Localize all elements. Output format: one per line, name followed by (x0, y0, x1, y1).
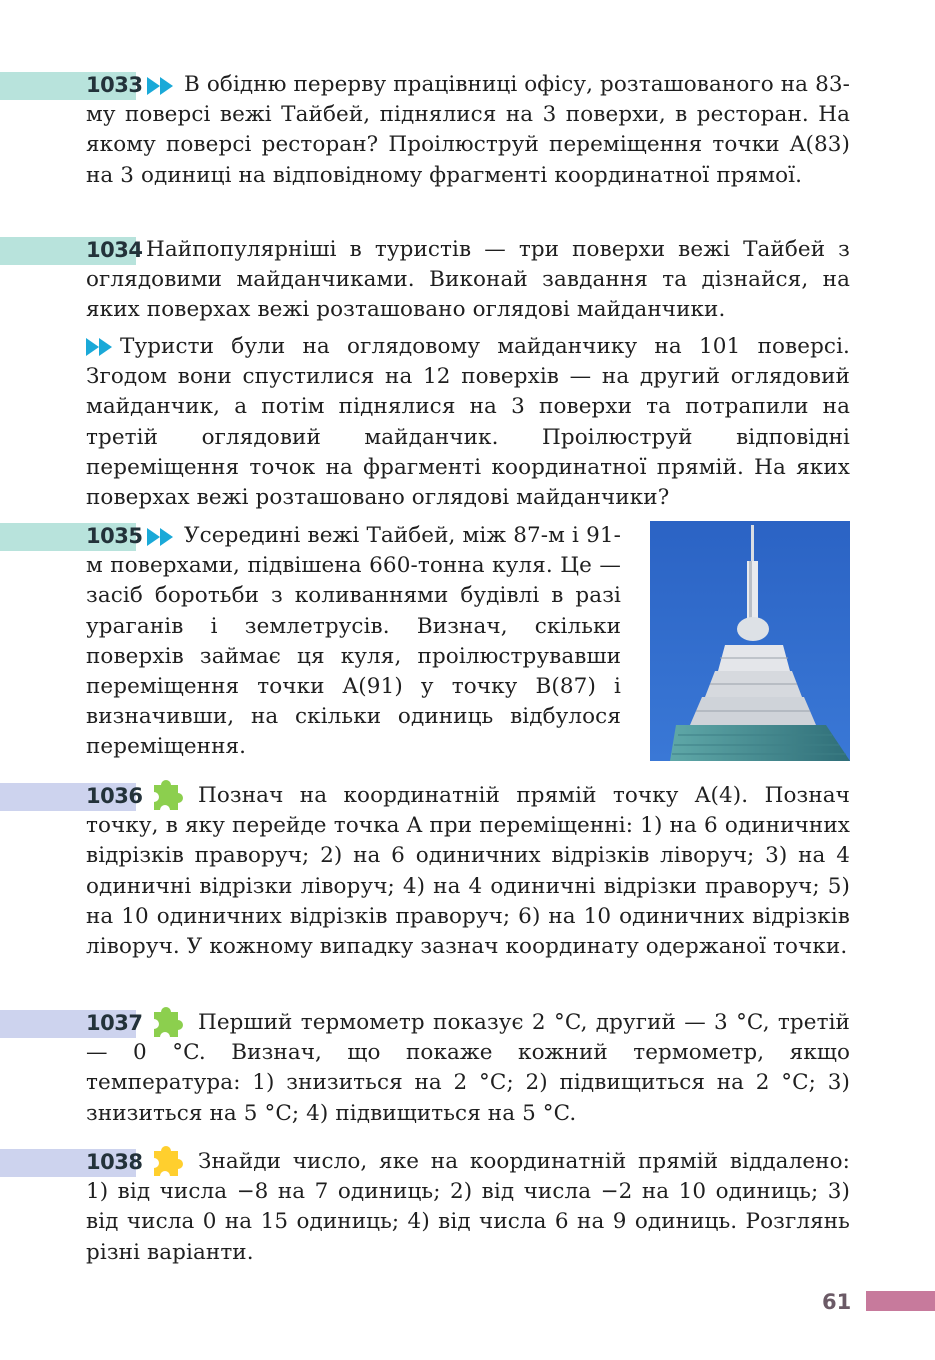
problem-number: 1034 (86, 238, 143, 262)
problem-number: 1036 (86, 784, 143, 808)
problem-number: 1037 (86, 1011, 143, 1035)
taipei-tower-photo (650, 521, 850, 761)
problem-text: Найпопулярніші в туристів — три поверхи вежі Тайбей з оглядовими майданчиками. Виконай завдання та дізнайся, на яких поверхах вежі розташовано оглядові майданчики. (86, 237, 850, 323)
problem-number: 1033 (86, 73, 143, 97)
problem-text: В обідню перерву працівниці офісу, розташованого на 83-му поверсі вежі Тайбей, піднялися на 3 поверхи, в ресторан. На якому поверсі ресторан? Проілюструй переміщення точки A(83) на 3 одиниці на відповідному фрагменті координатної прямої. (86, 72, 850, 188)
problem-text: Перший термометр показує 2 °C, другий — 3 °C, третій — 0 °C. Визнач, що покаже кожний термометр, якщо температура: 1) знизиться на 2 °C; 2) підвищиться на 2 °C; 3) знизиться на 5 °C; 4) підвищиться на 5 °C. (86, 1010, 850, 1126)
problem-text: Усередині вежі Тайбей, між 87-м і 91-м поверхами, підвішена 660-тонна куля. Це — засіб боротьби з коливаннями будівлі в разі ураганів і землетрусів. Визнач, скільки поверхів займає ця куля, проілюструвавши переміщення точки A(91) у точку B(87) і визначивши, на скільки одиниць відбулося переміщення. (86, 523, 621, 760)
problem-text: Познач на координатній прямій точку A(4). Познач точку, в яку перейде точка A при переміщенні: 1) на 6 одиничних відрізків праворуч; 2) на 6 одиничних відрізків ліворуч; 3) на 4 одиничні відрізки ліворуч; 4) на 4 одиничні відрізки праворуч; 5) на 10 одиничних відрізків праворуч; 6) на 10 одиничних відрізків ліворуч. У кожному випадку зазнач координату одержаної точки. (86, 783, 850, 960)
problem-number: 1038 (86, 1150, 143, 1174)
problem-subtask-text: Туристи були на оглядовому майданчику на 101 поверсі. Згодом вони спустилися на 12 поверхів — на другий оглядовий майданчик, а потім піднялися на 3 поверхи та потрапили на третій оглядовий майданчик. Проілюструй відповідні переміщення точок на фрагменті координатної прямій. На яких поверхах вежі розташовано оглядові майданчики? (86, 334, 850, 511)
page-number: 61 (822, 1290, 852, 1314)
page-color-bar (866, 1291, 935, 1311)
problem-number: 1035 (86, 524, 143, 548)
problem-text: Знайди число, яке на координатній прямій віддалено: 1) від числа −8 на 7 одиниць; 2) від числа −2 на 10 одиниць; 3) від числа 0 на 15 одиниць; 4) від числа 6 на 9 одиниць. Розглянь різні варіанти. (86, 1149, 850, 1265)
